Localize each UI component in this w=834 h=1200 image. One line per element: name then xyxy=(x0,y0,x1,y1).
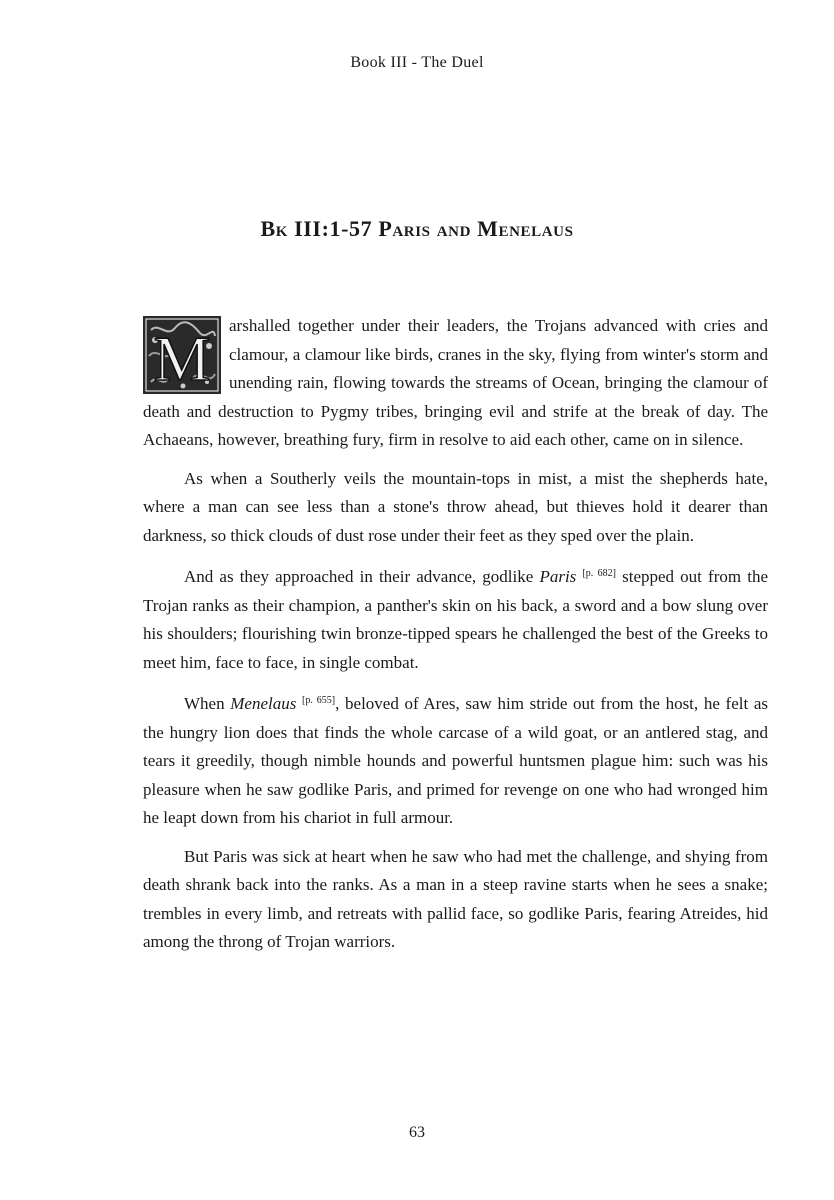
svg-text:M: M xyxy=(153,323,211,394)
page-reference: [p. 655] xyxy=(302,695,336,706)
ornamental-initial-m-icon xyxy=(143,316,221,394)
character-name-menelaus: Menelaus xyxy=(230,694,297,713)
chapter-title: Bk III:1-57 Paris and Menelaus xyxy=(260,216,574,241)
paragraph-5: But Paris was sick at heart when he saw who had met the challenge, and shying from death shrank back into the ranks. As a man in a steep ravine starts when he sees a snake; trembles in every limb, and retreats with pallid face, so godlike Paris, fearing Atreides, hid among the throng of Trojan warriors. xyxy=(143,846,768,951)
page-reference: [p. 682] xyxy=(582,568,616,579)
paragraph-2: As when a Southerly veils the mountain-tops in mist, a mist the shepherds hate, where a man can see less than a stone's throw ahead, but thieves hold it dearer than darkness, so thick clouds of dust rose under their feet as they sped over the plain. xyxy=(143,468,768,545)
paragraph-3-before: And as they approached in their advance, godlike xyxy=(184,567,540,586)
page-number: 63 xyxy=(409,1124,425,1141)
paragraph-3-after: stepped out from the Trojan ranks as their champion, a panther's skin on his back, a sword and a bow slung over his shoulders; flourishing twin bronze-tipped spears he challenged the best of the Greeks to meet him, face to face, in single combat. xyxy=(143,567,768,672)
character-name-paris: Paris xyxy=(539,567,577,586)
paragraph-1-text: arshalled together under their leaders, the Trojans advanced with cries and clamour, a clamour like birds, cranes in the sky, flying from winter's storm and unending rain, flowing towards the streams of Ocean, bringing the clamour of death and destruction to Pygmy tribes, bringing evil and strife at the break of day. The Achaeans, however, breathing fury, firm in resolve to aid each other, came on in silence. xyxy=(143,316,768,449)
paragraph-1 xyxy=(143,312,768,455)
body-text xyxy=(143,312,768,967)
running-head: Book III - The Duel xyxy=(350,54,484,71)
paragraph-4-before: When xyxy=(184,694,231,713)
paragraph-4 xyxy=(143,687,768,833)
paragraph-4-after: , beloved of Ares, saw him stride out from the host, he felt as the hungry lion does that finds the whole carcase of a wild goat, or an antlered stag, and tears it greedily, though nimble hounds and powerful huntsmen plague him: such was his pleasure when he saw godlike Paris, and primed for revenge on one who had wronged him he leapt down from his chariot in full armour. xyxy=(143,694,769,827)
paragraph-3 xyxy=(143,560,768,677)
